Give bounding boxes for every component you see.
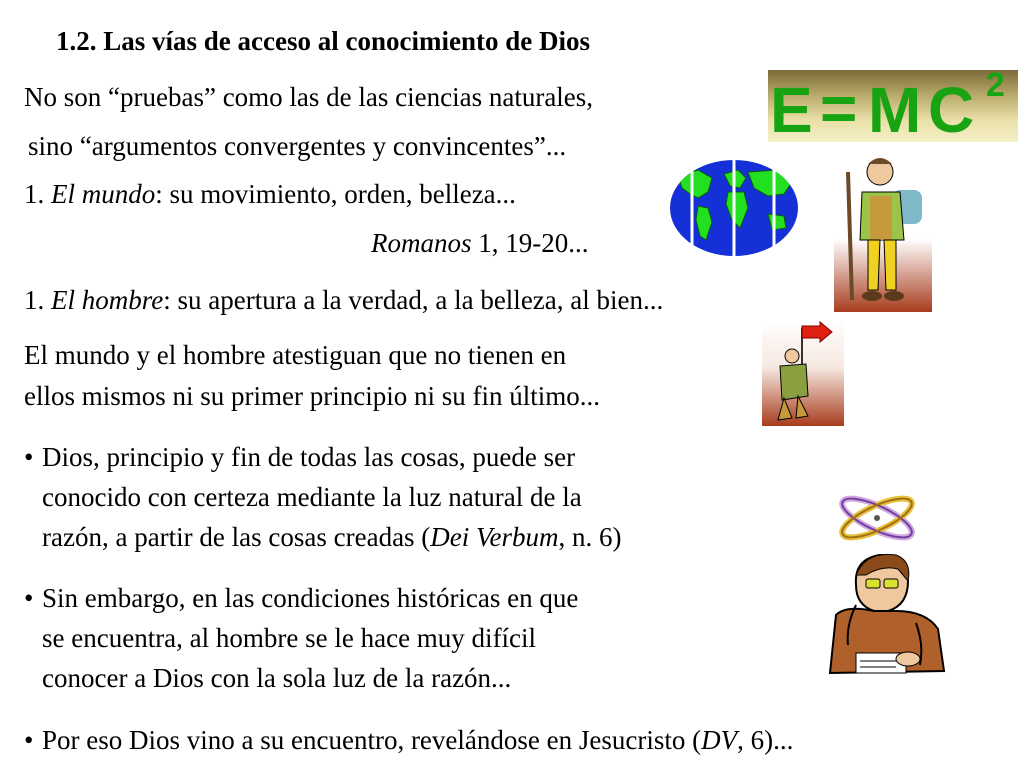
statement-line-1: El mundo y el hombre atestiguan que no tienen en [24,340,567,370]
intro-line-2: sino “argumentos convergentes y convincentes”... [28,131,567,161]
bullet-dot: • [24,442,34,472]
dei-verbum-ref: Dei Verbum [430,522,559,552]
point-man-number: 1. [24,285,51,315]
bullet-knowable-line-1: Dios, principio y fin de todas las cosas, puede ser [42,442,576,472]
dv-ref: DV [701,725,738,755]
bullet-difficulty-line-1: Sin embargo, en las condiciones históricas en que [42,583,579,613]
world-map-icon [668,158,800,258]
emc-c: C [928,74,975,142]
romans-book: Romanos [371,228,472,258]
point-world-number: 1. [24,179,51,209]
point-man-label: El hombre [51,285,164,315]
emc-exponent: 2 [986,70,1005,104]
hiker-icon [834,150,932,312]
point-world-text: : su movimiento, orden, belleza... [155,179,516,209]
bullet-difficulty-line-3: conocer a Dios con la sola luz de la razón... [42,663,512,693]
bullet-dot: • [24,725,34,755]
bullet-dot: • [24,583,34,613]
point-world-label: El mundo [51,179,156,209]
climber-flag-icon [762,320,844,426]
emc-e: E [770,74,813,142]
emc-formula-image [768,70,1018,142]
romans-verses: 1, 19-20... [471,228,589,258]
slide-title: 1.2. Las vías de acceso al conocimiento de Dios [56,26,590,56]
emc-equals: = [820,72,858,142]
bullet-revelation-line: Por eso Dios vino a su encuentro, revelándose en Jesucristo (DV, 6)... [42,725,794,755]
thinker-icon [826,545,948,681]
intro-line-1: No son “pruebas” como las de las ciencias naturales, [24,82,594,112]
emc-m: M [868,74,922,142]
point-world [24,177,516,211]
bullet-difficulty-line-2: se encuentra, al hombre se le hace muy difícil [42,623,537,653]
bullet-knowable-line-3: razón, a partir de las cosas creadas (Dei Verbum, n. 6) [42,522,622,552]
bullet-knowable-line-2: conocido con certeza mediante la luz natural de la [42,482,582,512]
atom-icon [832,490,922,546]
point-man [24,283,663,317]
romans-reference [371,226,589,260]
point-man-text: : su apertura a la verdad, a la belleza, al bien... [163,285,664,315]
statement-line-2: ellos mismos ni su primer principio ni su fin último... [24,381,600,411]
